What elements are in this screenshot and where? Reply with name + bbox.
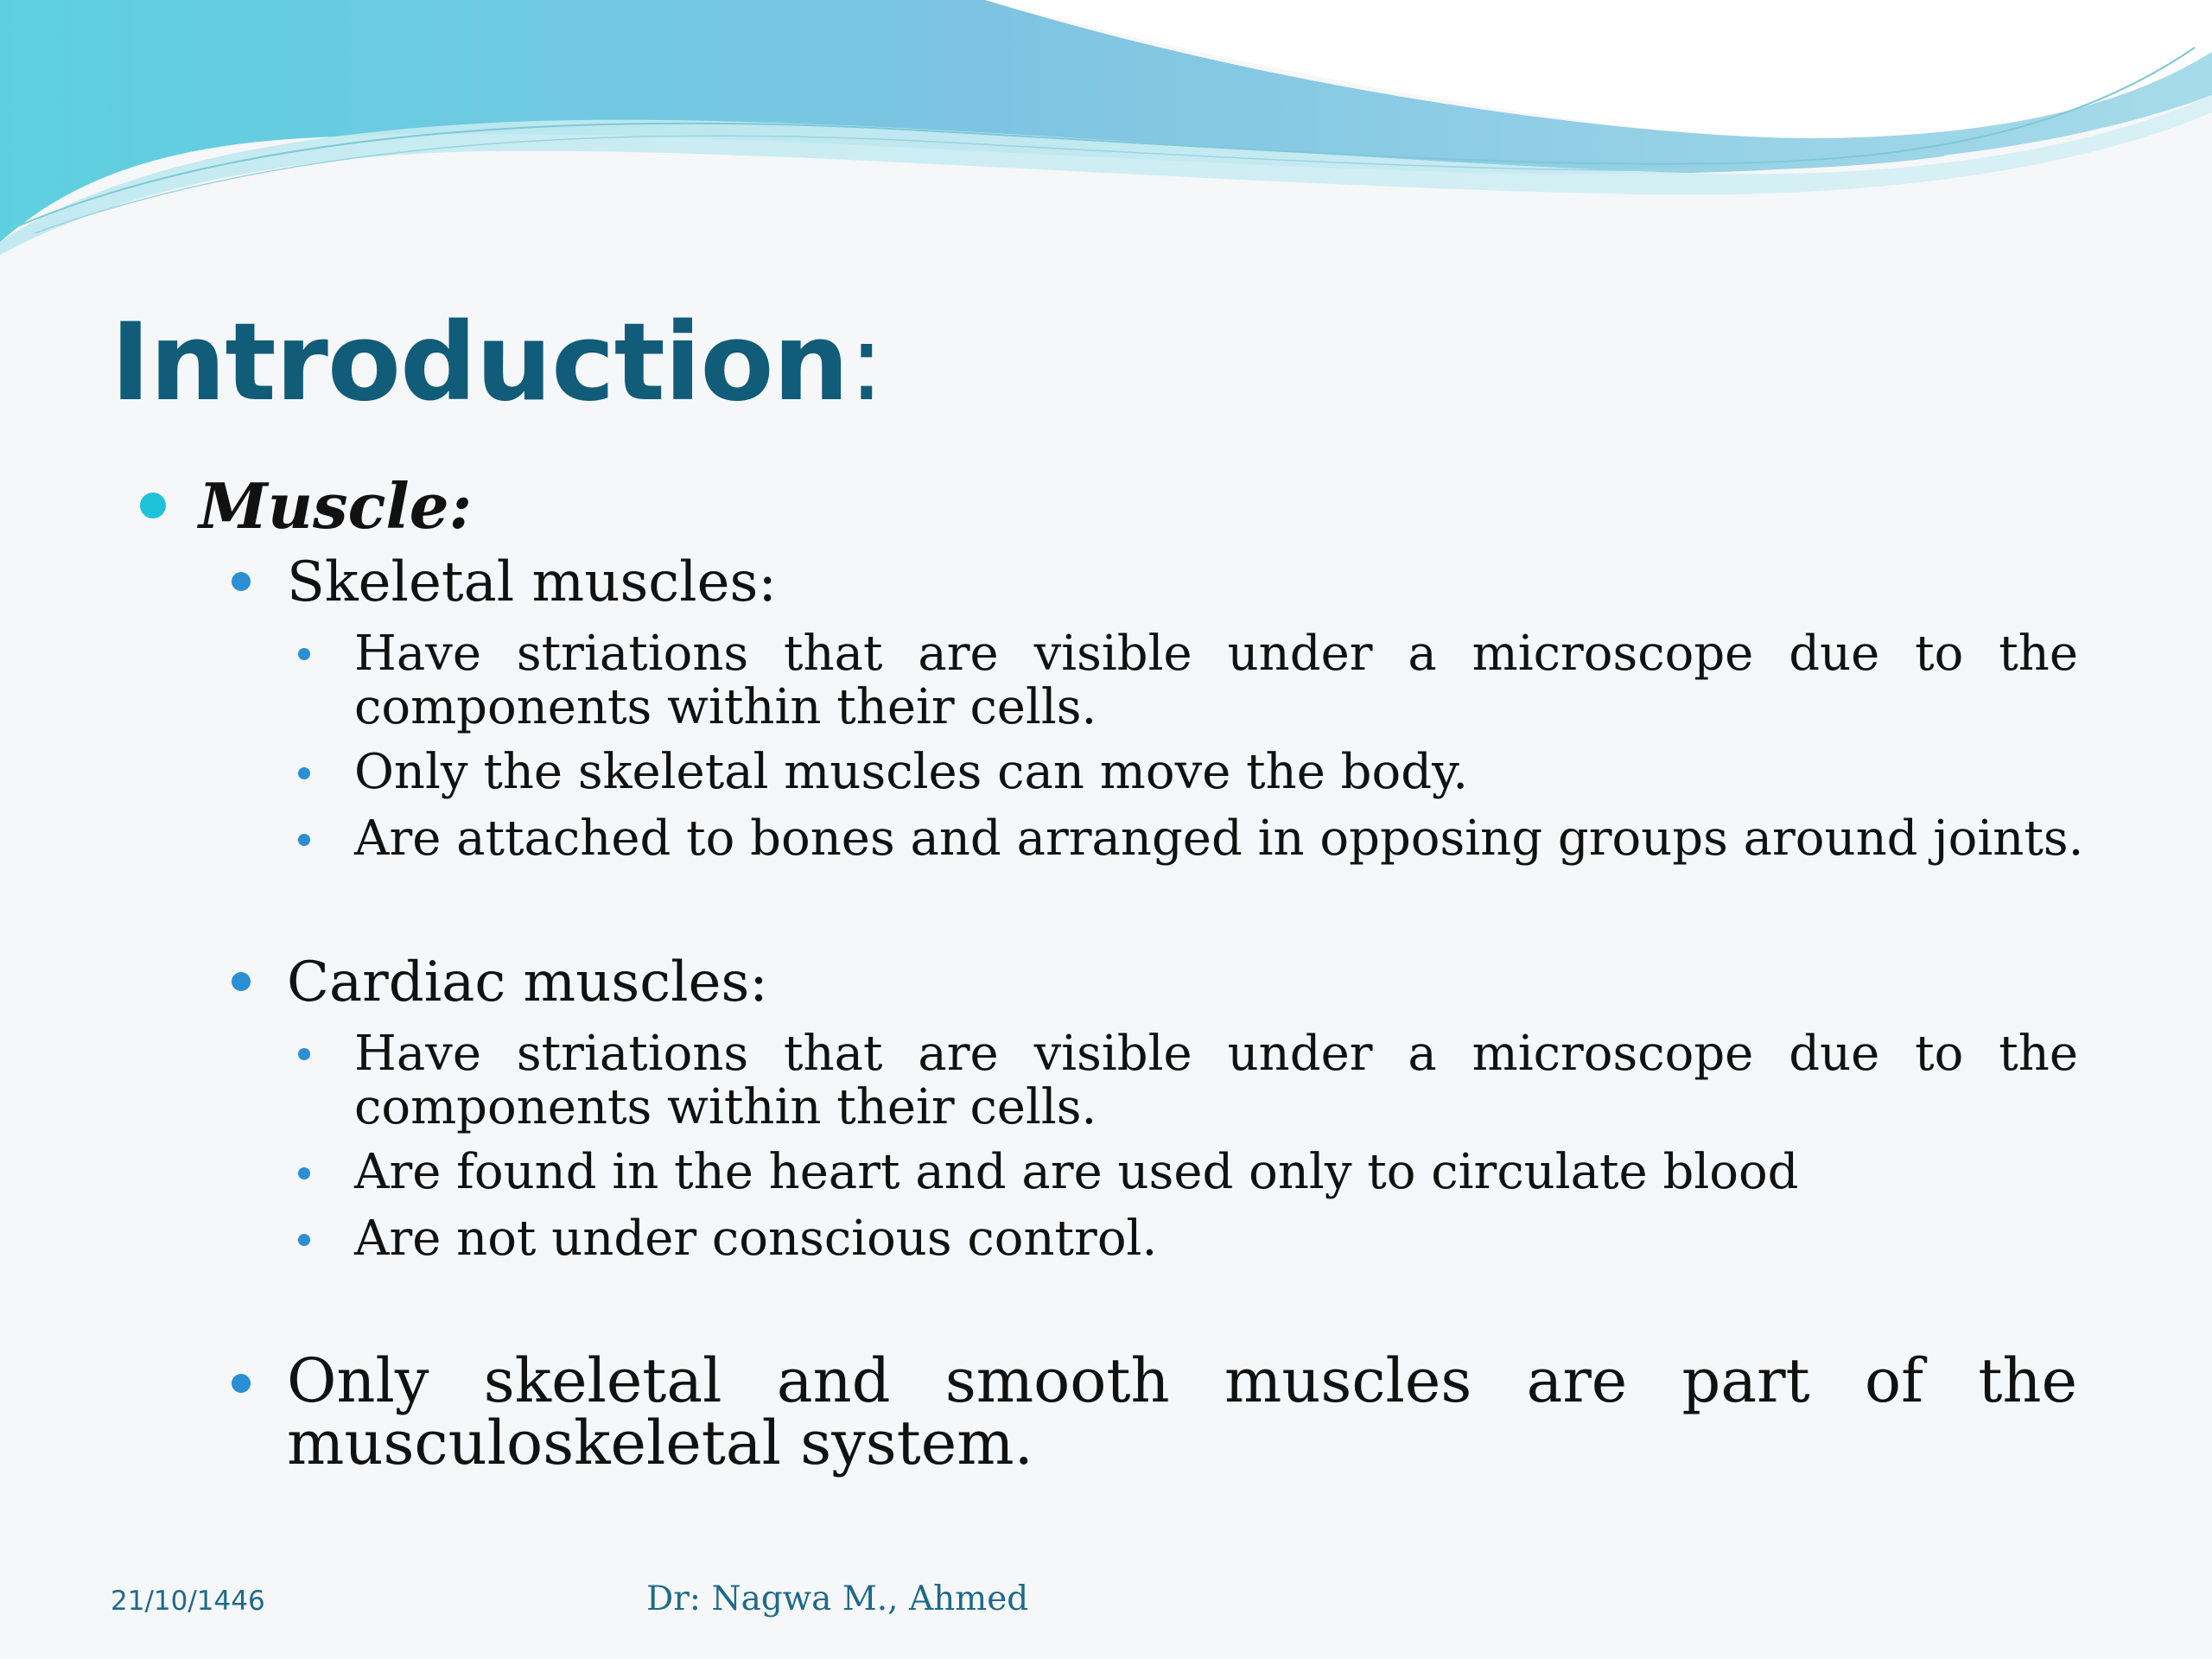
- skeletal-item-2: Only the skeletal muscles can move the body.: [354, 744, 1469, 800]
- item-bullet-icon: [298, 648, 310, 660]
- section-bullet-icon: [232, 972, 251, 991]
- section-label-cardiac: Cardiac muscles:: [287, 950, 768, 1014]
- item-bullet-icon: [298, 1167, 310, 1179]
- footer-date: 21/10/1446: [111, 1586, 265, 1617]
- skeletal-item-1: Have striations that are visible under a microscope due to the components within their cells.: [354, 626, 2078, 735]
- item-bullet-icon: [298, 1048, 310, 1060]
- slide-title-colon: :: [848, 301, 884, 425]
- footer-author: Dr: Nagwa M., Ahmed: [646, 1580, 1029, 1618]
- cardiac-item-2: Are found in the heart and are used only to circulate blood: [354, 1144, 1799, 1200]
- muscle-heading: Muscle:: [199, 469, 473, 543]
- slide-title-text: Introduction: [111, 301, 849, 425]
- heading-bullet-icon: [140, 493, 166, 518]
- item-bullet-icon: [298, 834, 310, 846]
- skeletal-item-3: Are attached to bones and arranged in opposing groups around joints.: [354, 810, 2084, 867]
- item-bullet-icon: [298, 767, 310, 779]
- section-bullet-icon: [232, 1374, 251, 1393]
- slide-title: [111, 298, 884, 428]
- closing-point: Only skeletal and smooth muscles are part of the musculoskeletal system.: [287, 1345, 2077, 1478]
- section-label-skeletal: Skeletal muscles:: [287, 550, 777, 614]
- section-bullet-icon: [232, 572, 251, 591]
- header-wave-decoration: [0, 0, 2212, 259]
- item-bullet-icon: [298, 1234, 310, 1246]
- cardiac-item-3: Are not under conscious control.: [354, 1211, 1158, 1267]
- cardiac-item-1: Have striations that are visible under a microscope due to the components within their cells.: [354, 1026, 2078, 1135]
